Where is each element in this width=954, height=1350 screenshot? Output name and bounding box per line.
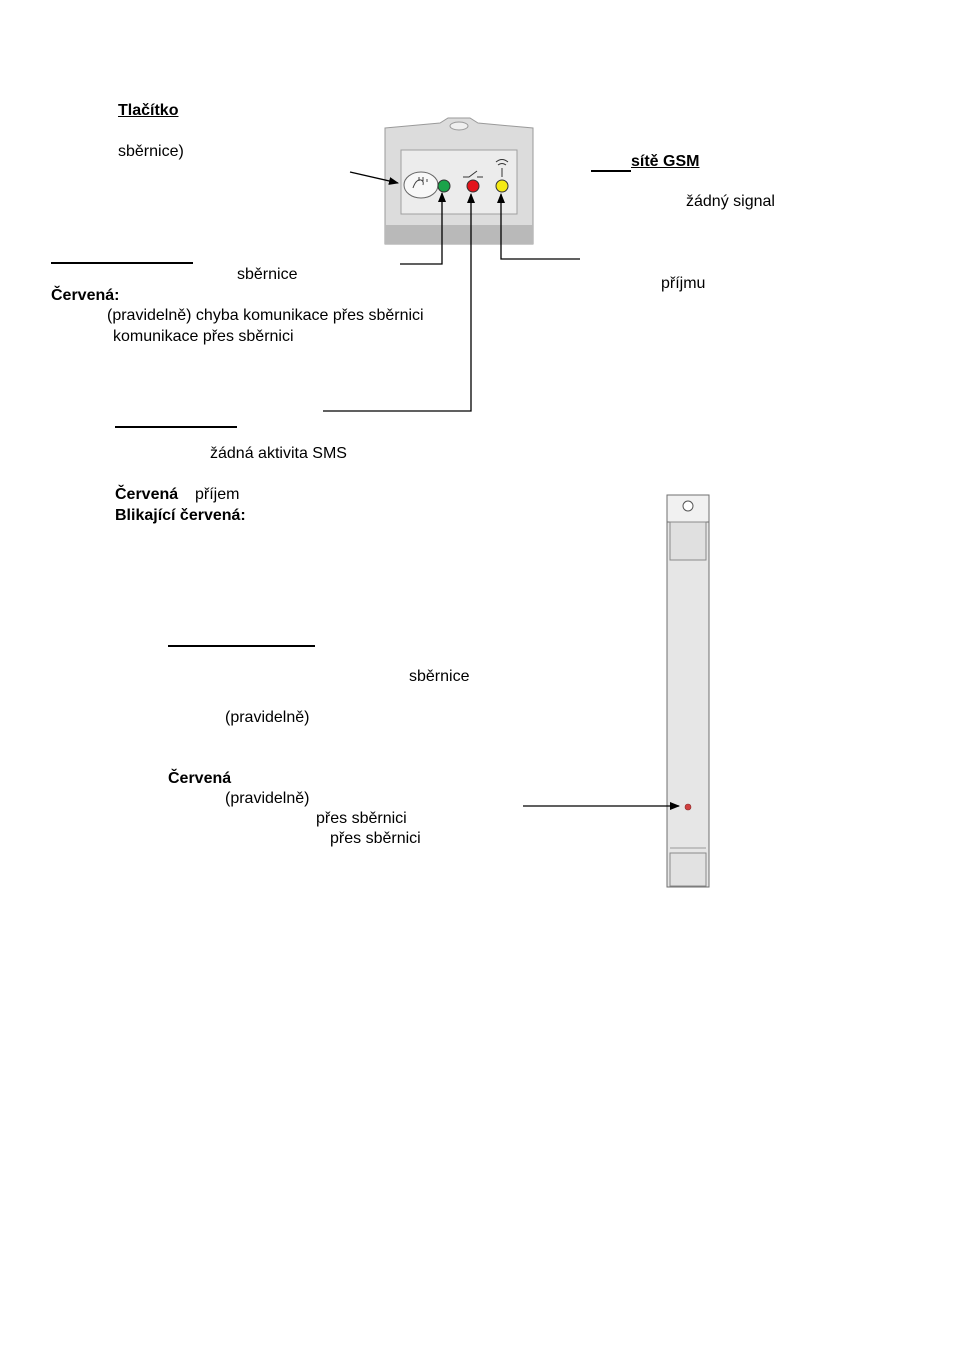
detector-upper-segment bbox=[670, 522, 706, 560]
bus-led-bus: sběrnice bbox=[237, 266, 298, 283]
bus-led-regular-error: (pravidelně) chyba komunikace přes sběrnici bbox=[107, 307, 424, 324]
detector-mount-hole bbox=[683, 501, 693, 511]
hand-button-icon bbox=[404, 172, 438, 198]
detector-red-label: Červená bbox=[168, 770, 232, 787]
detector-device bbox=[667, 495, 709, 887]
detector-bus: sběrnice bbox=[409, 668, 470, 685]
bus-led-comm: komunikace přes sběrnici bbox=[113, 328, 294, 345]
bus-led-red-label: Červená: bbox=[51, 287, 120, 304]
gsm-heading: sítě GSM bbox=[631, 153, 700, 170]
detector-regular-2: (pravidelně) bbox=[225, 790, 310, 807]
detector-via-bus-1: přes sběrnici bbox=[316, 810, 407, 827]
detector-red-led bbox=[685, 804, 691, 810]
button-heading: Tlačítko bbox=[118, 102, 179, 119]
sms-reception: příjem bbox=[195, 486, 240, 503]
device-screw-hole bbox=[450, 122, 468, 130]
gsm-communicator-device bbox=[385, 118, 533, 244]
detector-bottom-cap bbox=[670, 853, 706, 886]
gsm-no-signal: žádný signal bbox=[686, 193, 775, 210]
green-led bbox=[438, 180, 450, 192]
device-bottom-band bbox=[385, 225, 533, 244]
sms-no-activity: žádná aktivita SMS bbox=[210, 445, 347, 462]
yellow-led bbox=[496, 180, 508, 192]
detector-regular: (pravidelně) bbox=[225, 709, 310, 726]
red-led bbox=[467, 180, 479, 192]
detector-via-bus-2: přes sběrnici bbox=[330, 830, 421, 847]
sms-blinking-red-label: Blikající červená: bbox=[115, 507, 246, 524]
button-bus-note: sběrnice) bbox=[118, 143, 184, 160]
gsm-reception: příjmu bbox=[661, 275, 706, 292]
sms-red-label: Červená bbox=[115, 486, 179, 503]
